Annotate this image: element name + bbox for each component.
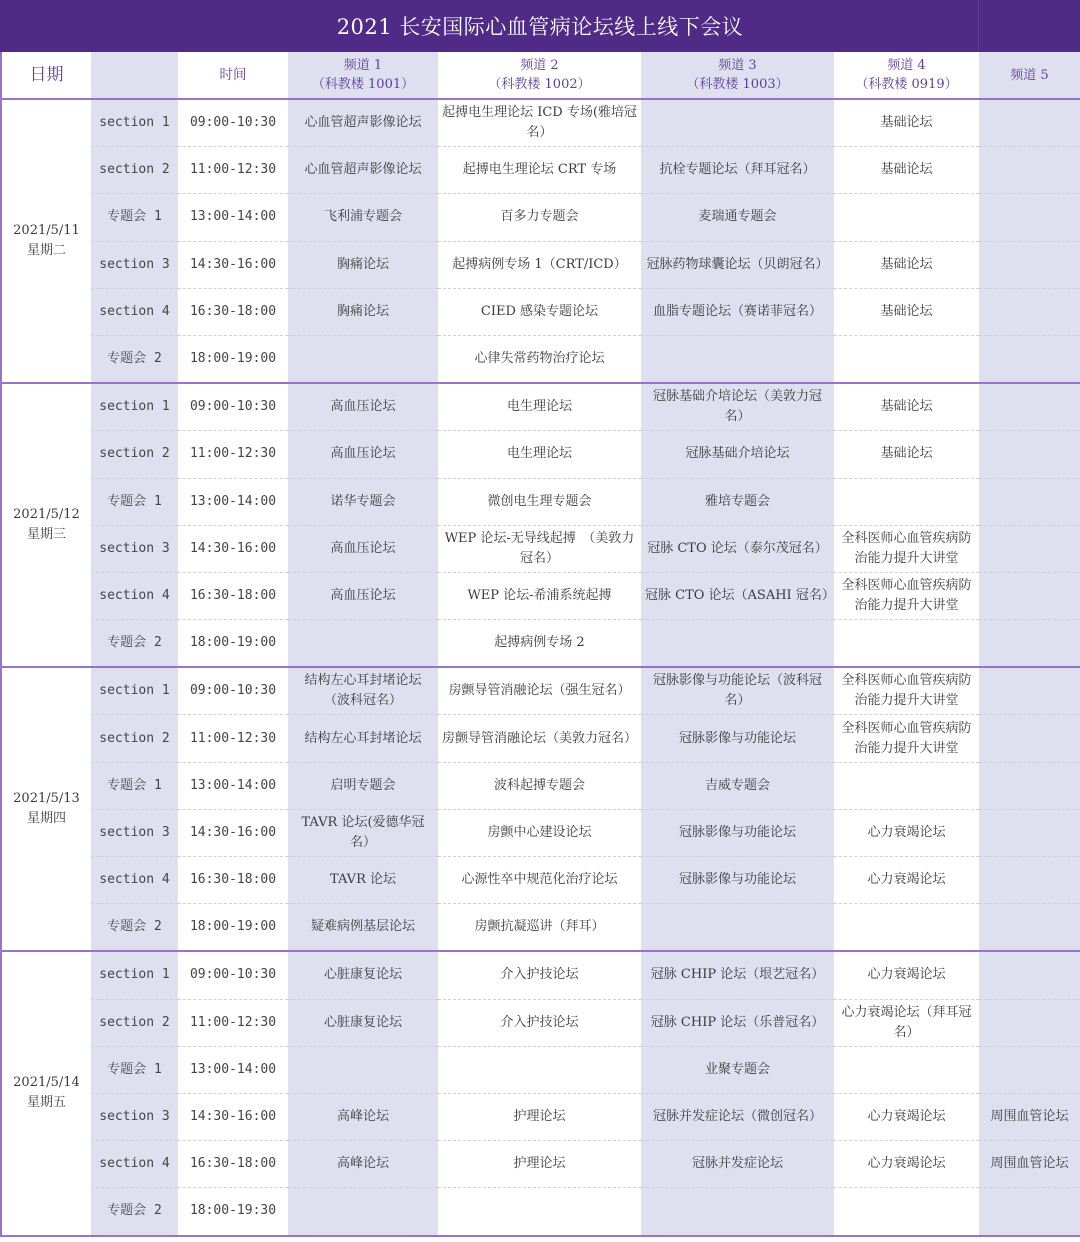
section-cell: section 4 — [91, 1141, 178, 1188]
table-row — [1, 620, 1080, 668]
channel-5-cell — [979, 194, 1080, 241]
channel-3-cell — [641, 904, 834, 952]
channel-3-cell: 冠脉药物球囊论坛（贝朗冠名） — [641, 241, 834, 288]
section-cell: section 1 — [91, 383, 178, 431]
channel-4-cell: 心力衰竭论坛 — [834, 1141, 979, 1188]
channel-5-cell — [979, 241, 1080, 288]
channel-2-cell: 护理论坛 — [438, 1141, 641, 1188]
time-cell: 11:00-12:30 — [178, 999, 288, 1046]
title-divider — [978, 0, 979, 52]
date-text: 2021/5/13 — [13, 791, 80, 807]
channel-2-cell: 介入护技论坛 — [438, 951, 641, 999]
section-cell: section 3 — [91, 525, 178, 572]
channel-2-cell: 房颤抗凝巡讲（拜耳） — [438, 904, 641, 952]
channel-3-cell: 麦瑞通专题会 — [641, 194, 834, 241]
channel-4-cell: 心力衰竭论坛 — [834, 1093, 979, 1140]
date-cell — [1, 951, 91, 1235]
channel-1-cell: 胸痛论坛 — [288, 241, 438, 288]
section-cell: section 1 — [91, 99, 178, 147]
date-text: 2021/5/11 — [13, 223, 80, 239]
channel-3-cell: 冠脉基础介培论坛（美敦力冠名） — [641, 383, 834, 431]
table-row — [1, 525, 1080, 572]
channel-1-cell: 启明专题会 — [288, 762, 438, 809]
table-row — [1, 147, 1080, 194]
table-row — [1, 857, 1080, 904]
channel-3-cell: 冠脉影像与功能论坛 — [641, 809, 834, 856]
channel-2-cell — [438, 1046, 641, 1093]
weekday-text: 星期三 — [26, 527, 66, 543]
channel-5-cell — [979, 715, 1080, 762]
channel-4-cell: 心力衰竭论坛 — [834, 857, 979, 904]
channel-room: （科教楼 1001） — [311, 77, 415, 92]
section-cell: section 2 — [91, 715, 178, 762]
channel-1-cell: 飞利浦专题会 — [288, 194, 438, 241]
table-row — [1, 1188, 1080, 1236]
channel-2-cell: WEP 论坛-无导线起搏 （美敦力冠名） — [438, 525, 641, 572]
channel-1-cell: 诺华专题会 — [288, 478, 438, 525]
channel-1-cell — [288, 1046, 438, 1093]
channel-4-cell: 全科医师心血管疾病防治能力提升大讲堂 — [834, 667, 979, 715]
channel-4-cell: 基础论坛 — [834, 241, 979, 288]
time-cell: 18:00-19:00 — [178, 904, 288, 952]
channel-5-cell — [979, 431, 1080, 478]
schedule-table — [0, 52, 1080, 1237]
channel-1-cell: 心血管超声影像论坛 — [288, 99, 438, 147]
section-cell: 专题会 1 — [91, 194, 178, 241]
section-cell: section 4 — [91, 288, 178, 335]
channel-1-cell: 高血压论坛 — [288, 431, 438, 478]
header-channel-1 — [288, 52, 438, 99]
time-cell: 11:00-12:30 — [178, 715, 288, 762]
channel-1-cell — [288, 1188, 438, 1236]
header-date: 日期 — [1, 52, 91, 99]
table-row — [1, 904, 1080, 952]
table-row — [1, 1093, 1080, 1140]
section-cell: section 3 — [91, 1093, 178, 1140]
table-row — [1, 1141, 1080, 1188]
channel-1-cell: 结构左心耳封堵论坛（波科冠名） — [288, 667, 438, 715]
channel-4-cell — [834, 762, 979, 809]
channel-3-cell: 冠脉 CTO 论坛（泰尔茂冠名） — [641, 525, 834, 572]
time-cell: 09:00-10:30 — [178, 667, 288, 715]
section-cell: 专题会 2 — [91, 904, 178, 952]
header-section — [91, 52, 178, 99]
channel-2-cell — [438, 1188, 641, 1236]
section-cell: section 2 — [91, 999, 178, 1046]
time-cell: 18:00-19:30 — [178, 1188, 288, 1236]
channel-1-cell: 高血压论坛 — [288, 525, 438, 572]
channel-2-cell: 房颤导管消融论坛（强生冠名） — [438, 667, 641, 715]
channel-3-cell: 抗栓专题论坛（拜耳冠名） — [641, 147, 834, 194]
channel-5-cell — [979, 478, 1080, 525]
channel-room: （科教楼 1003） — [686, 77, 789, 92]
channel-2-cell: 波科起搏专题会 — [438, 762, 641, 809]
channel-3-cell: 冠脉 CTO 论坛（ASAHI 冠名） — [641, 572, 834, 619]
channel-3-cell: 冠脉影像与功能论坛 — [641, 715, 834, 762]
channel-3-cell: 吉威专题会 — [641, 762, 834, 809]
table-row — [1, 383, 1080, 431]
channel-1-cell: 高血压论坛 — [288, 383, 438, 431]
table-row — [1, 572, 1080, 619]
channel-name: 频道 3 — [718, 58, 757, 73]
section-cell: 专题会 1 — [91, 762, 178, 809]
channel-5-cell — [979, 762, 1080, 809]
time-cell: 13:00-14:00 — [178, 762, 288, 809]
channel-3-cell: 冠脉影像与功能论坛（波科冠名） — [641, 667, 834, 715]
channel-1-cell — [288, 335, 438, 383]
table-row — [1, 335, 1080, 383]
channel-5-cell — [979, 999, 1080, 1046]
channel-2-cell: 起搏病例专场 2 — [438, 620, 641, 668]
channel-2-cell: 起搏电生理论坛 ICD 专场(雅培冠名） — [438, 99, 641, 147]
section-cell: section 2 — [91, 431, 178, 478]
channel-5-cell — [979, 904, 1080, 952]
channel-5-cell — [979, 99, 1080, 147]
channel-2-cell: 护理论坛 — [438, 1093, 641, 1140]
channel-2-cell: 房颤导管消融论坛（美敦力冠名） — [438, 715, 641, 762]
channel-4-cell: 基础论坛 — [834, 431, 979, 478]
time-cell: 09:00-10:30 — [178, 99, 288, 147]
table-row — [1, 288, 1080, 335]
header-channel-4 — [834, 52, 979, 99]
header-channel-5 — [979, 52, 1080, 99]
section-cell: section 1 — [91, 667, 178, 715]
channel-5-cell — [979, 335, 1080, 383]
channel-name: 频道 4 — [887, 58, 926, 73]
channel-4-cell: 基础论坛 — [834, 383, 979, 431]
table-row — [1, 478, 1080, 525]
channel-3-cell: 冠脉并发症论坛（微创冠名） — [641, 1093, 834, 1140]
table-row — [1, 99, 1080, 147]
channel-2-cell: 百多力专题会 — [438, 194, 641, 241]
channel-5-cell — [979, 525, 1080, 572]
section-cell: section 3 — [91, 809, 178, 856]
channel-2-cell: 电生理论坛 — [438, 383, 641, 431]
schedule-body — [1, 99, 1080, 1236]
channel-5-cell — [979, 572, 1080, 619]
channel-1-cell: 高峰论坛 — [288, 1093, 438, 1140]
weekday-text: 星期四 — [26, 811, 66, 827]
channel-2-cell: CIED 感染专题论坛 — [438, 288, 641, 335]
channel-1-cell: 高峰论坛 — [288, 1141, 438, 1188]
channel-5-cell — [979, 147, 1080, 194]
channel-3-cell: 冠脉并发症论坛 — [641, 1141, 834, 1188]
date-cell — [1, 99, 91, 383]
time-cell: 16:30-18:00 — [178, 288, 288, 335]
time-cell: 09:00-10:30 — [178, 951, 288, 999]
channel-3-cell: 冠脉 CHIP 论坛（垠艺冠名） — [641, 951, 834, 999]
channel-4-cell — [834, 1046, 979, 1093]
time-cell: 13:00-14:00 — [178, 1046, 288, 1093]
channel-1-cell: TAVR 论坛 — [288, 857, 438, 904]
section-cell: 专题会 2 — [91, 620, 178, 668]
section-cell: section 3 — [91, 241, 178, 288]
channel-4-cell: 全科医师心血管疾病防治能力提升大讲堂 — [834, 525, 979, 572]
channel-5-cell — [979, 383, 1080, 431]
channel-5-cell — [979, 857, 1080, 904]
table-row — [1, 809, 1080, 856]
table-row — [1, 431, 1080, 478]
time-cell: 16:30-18:00 — [178, 857, 288, 904]
channel-2-cell: 起搏电生理论坛 CRT 专场 — [438, 147, 641, 194]
section-cell: section 1 — [91, 951, 178, 999]
channel-4-cell — [834, 620, 979, 668]
channel-4-cell — [834, 335, 979, 383]
channel-5-cell — [979, 620, 1080, 668]
header-row — [1, 52, 1080, 99]
section-cell: 专题会 1 — [91, 478, 178, 525]
section-cell: 专题会 2 — [91, 335, 178, 383]
table-row — [1, 241, 1080, 288]
time-cell: 18:00-19:00 — [178, 620, 288, 668]
channel-name: 频道 2 — [520, 58, 559, 73]
channel-1-cell: 心脏康复论坛 — [288, 999, 438, 1046]
channel-1-cell: 心血管超声影像论坛 — [288, 147, 438, 194]
time-cell: 16:30-18:00 — [178, 1141, 288, 1188]
channel-1-cell: TAVR 论坛(爱德华冠名） — [288, 809, 438, 856]
channel-3-cell — [641, 620, 834, 668]
channel-4-cell — [834, 194, 979, 241]
channel-1-cell: 疑难病例基层论坛 — [288, 904, 438, 952]
channel-5-cell: 周围血管论坛 — [979, 1093, 1080, 1140]
header-time: 时间 — [178, 52, 288, 99]
channel-1-cell: 心脏康复论坛 — [288, 951, 438, 999]
channel-3-cell: 雅培专题会 — [641, 478, 834, 525]
channel-2-cell: 起搏病例专场 1（CRT/ICD） — [438, 241, 641, 288]
table-row — [1, 951, 1080, 999]
time-cell: 13:00-14:00 — [178, 194, 288, 241]
channel-2-cell: 电生理论坛 — [438, 431, 641, 478]
channel-4-cell: 基础论坛 — [834, 99, 979, 147]
weekday-text: 星期五 — [26, 1095, 66, 1111]
time-cell: 14:30-16:00 — [178, 241, 288, 288]
time-cell: 14:30-16:00 — [178, 809, 288, 856]
channel-4-cell — [834, 904, 979, 952]
section-cell: 专题会 1 — [91, 1046, 178, 1093]
section-cell: section 4 — [91, 572, 178, 619]
channel-room: （科教楼 1002） — [488, 77, 591, 92]
channel-5-cell — [979, 288, 1080, 335]
channel-5-cell — [979, 1188, 1080, 1236]
channel-3-cell: 冠脉 CHIP 论坛（乐普冠名） — [641, 999, 834, 1046]
channel-1-cell: 高血压论坛 — [288, 572, 438, 619]
title-bar — [0, 0, 1080, 52]
channel-5-cell: 周围血管论坛 — [979, 1141, 1080, 1188]
channel-3-cell: 冠脉基础介培论坛 — [641, 431, 834, 478]
channel-2-cell: 房颤中心建设论坛 — [438, 809, 641, 856]
channel-4-cell: 基础论坛 — [834, 147, 979, 194]
time-cell: 11:00-12:30 — [178, 147, 288, 194]
table-row — [1, 715, 1080, 762]
table-row — [1, 762, 1080, 809]
channel-2-cell: 微创电生理专题会 — [438, 478, 641, 525]
section-cell: 专题会 2 — [91, 1188, 178, 1236]
channel-2-cell: 心源性卒中规范化治疗论坛 — [438, 857, 641, 904]
time-cell: 14:30-16:00 — [178, 1093, 288, 1140]
date-text: 2021/5/14 — [13, 1075, 80, 1091]
channel-5-cell — [979, 1046, 1080, 1093]
channel-4-cell: 全科医师心血管疾病防治能力提升大讲堂 — [834, 715, 979, 762]
time-cell: 11:00-12:30 — [178, 431, 288, 478]
channel-4-cell: 心力衰竭论坛（拜耳冠名） — [834, 999, 979, 1046]
time-cell: 14:30-16:00 — [178, 525, 288, 572]
channel-5-cell — [979, 951, 1080, 999]
channel-name: 频道 1 — [343, 58, 383, 73]
channel-4-cell: 心力衰竭论坛 — [834, 809, 979, 856]
channel-name: 频道 5 — [1010, 67, 1049, 83]
channel-3-cell — [641, 99, 834, 147]
channel-4-cell: 基础论坛 — [834, 288, 979, 335]
channel-2-cell: 介入护技论坛 — [438, 999, 641, 1046]
channel-3-cell — [641, 335, 834, 383]
channel-1-cell: 胸痛论坛 — [288, 288, 438, 335]
channel-2-cell: WEP 论坛-希浦系统起搏 — [438, 572, 641, 619]
date-cell — [1, 667, 91, 951]
channel-5-cell — [979, 809, 1080, 856]
channel-3-cell: 业聚专题会 — [641, 1046, 834, 1093]
channel-3-cell: 血脂专题论坛（赛诺菲冠名） — [641, 288, 834, 335]
date-text: 2021/5/12 — [13, 507, 80, 523]
channel-4-cell — [834, 478, 979, 525]
time-cell: 13:00-14:00 — [178, 478, 288, 525]
channel-1-cell — [288, 620, 438, 668]
channel-2-cell: 心律失常药物治疗论坛 — [438, 335, 641, 383]
section-cell: section 4 — [91, 857, 178, 904]
time-cell: 18:00-19:00 — [178, 335, 288, 383]
weekday-text: 星期二 — [26, 243, 66, 259]
time-cell: 09:00-10:30 — [178, 383, 288, 431]
table-row — [1, 1046, 1080, 1093]
channel-5-cell — [979, 667, 1080, 715]
channel-4-cell: 心力衰竭论坛 — [834, 951, 979, 999]
table-row — [1, 999, 1080, 1046]
table-row — [1, 194, 1080, 241]
channel-4-cell — [834, 1188, 979, 1236]
header-channel-2 — [438, 52, 641, 99]
page-title: 2021 长安国际心血管病论坛线上线下会议 — [336, 15, 744, 39]
channel-4-cell: 全科医师心血管疾病防治能力提升大讲堂 — [834, 572, 979, 619]
table-row — [1, 667, 1080, 715]
header-channel-3 — [641, 52, 834, 99]
channel-room: （科教楼 0919） — [855, 77, 958, 92]
channel-3-cell — [641, 1188, 834, 1236]
channel-3-cell: 冠脉影像与功能论坛 — [641, 857, 834, 904]
time-cell: 16:30-18:00 — [178, 572, 288, 619]
date-cell — [1, 383, 91, 667]
channel-1-cell: 结构左心耳封堵论坛 — [288, 715, 438, 762]
section-cell: section 2 — [91, 147, 178, 194]
